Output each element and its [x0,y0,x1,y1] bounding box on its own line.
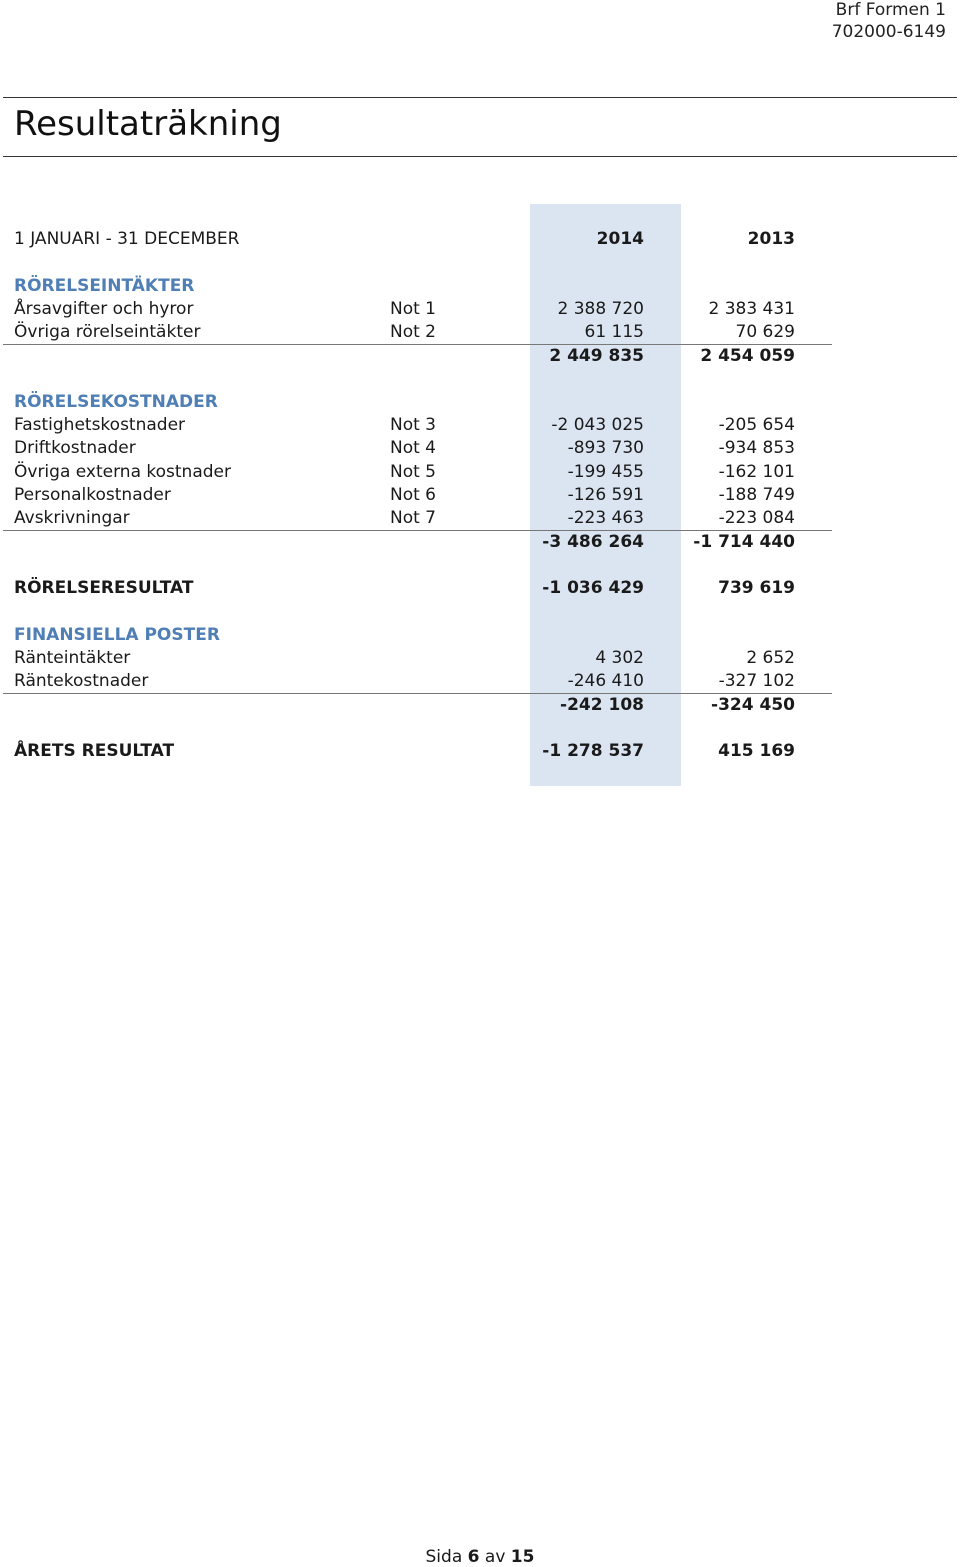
row-value-2014: -2 043 025 [551,415,644,435]
row-note: Not 4 [390,438,437,458]
subtotal-2014: -242 108 [560,695,644,715]
year-result-2013: 415 169 [718,741,795,761]
row-value-2013: -934 853 [718,438,795,458]
row-label: Avskrivningar [14,508,130,528]
subtotal-separator [3,693,832,694]
section-heading-operating-income: RÖRELSEINTÄKTER [14,276,195,296]
row-label: Räntekostnader [14,671,149,691]
subtotal-separator [3,344,832,345]
row-value-2014: -893 730 [567,438,644,458]
row-value-2014: -126 591 [567,485,644,505]
footer-total-pages: 15 [510,1547,535,1567]
footer-prefix: Sida [425,1547,463,1567]
row-label: Personalkostnader [14,485,171,505]
row-note: Not 5 [390,462,437,482]
org-number: 702000-6149 [831,22,946,42]
row-value-2013: -205 654 [718,415,795,435]
footer-middle: av [484,1547,506,1567]
operating-result-2013: 739 619 [718,578,795,598]
row-value-2013: -162 101 [718,462,795,482]
row-value-2014: 4 302 [595,648,644,668]
title-bottom-rule [3,156,957,157]
row-note: Not 1 [390,299,437,319]
row-value-2013: 2 652 [746,648,795,668]
row-label: Ränteintäkter [14,648,131,668]
subtotal-separator [3,530,832,531]
row-label: Övriga rörelseintäkter [14,322,201,342]
row-note: Not 2 [390,322,437,342]
column-header-2013: 2013 [747,229,795,249]
row-value-2014: 2 388 720 [557,299,644,319]
page-footer [0,1547,960,1567]
period-label: 1 JANUARI - 31 DECEMBER [14,229,240,249]
row-value-2013: -223 084 [718,508,795,528]
row-value-2014: 61 115 [584,322,644,342]
subtotal-2013: -324 450 [711,695,795,715]
row-value-2013: -327 102 [718,671,795,691]
subtotal-2013: 2 454 059 [700,346,795,366]
year-result-label: ÅRETS RESULTAT [14,741,175,761]
operating-result-label: RÖRELSERESULTAT [14,578,194,598]
section-heading-operating-costs: RÖRELSEKOSTNADER [14,392,218,412]
row-value-2013: 70 629 [735,322,795,342]
footer-page-number: 6 [467,1547,480,1567]
row-label: Årsavgifter och hyror [14,299,194,319]
row-note: Not 3 [390,415,437,435]
column-header-2014: 2014 [596,229,644,249]
row-value-2013: -188 749 [718,485,795,505]
row-value-2014: -223 463 [567,508,644,528]
row-value-2014: -199 455 [567,462,644,482]
row-value-2014: -246 410 [567,671,644,691]
row-note: Not 7 [390,508,437,528]
page-title: Resultaträkning [14,104,282,144]
subtotal-2013: -1 714 440 [693,532,795,552]
section-heading-financial: FINANSIELLA POSTER [14,625,220,645]
subtotal-2014: -3 486 264 [542,532,644,552]
row-label: Övriga externa kostnader [14,462,231,482]
row-label: Fastighetskostnader [14,415,186,435]
row-label: Driftkostnader [14,438,136,458]
title-top-rule [3,97,957,98]
row-value-2013: 2 383 431 [708,299,795,319]
row-note: Not 6 [390,485,437,505]
subtotal-2014: 2 449 835 [549,346,644,366]
year-result-2014: -1 278 537 [542,741,644,761]
operating-result-2014: -1 036 429 [542,578,644,598]
org-name: Brf Formen 1 [835,0,946,20]
